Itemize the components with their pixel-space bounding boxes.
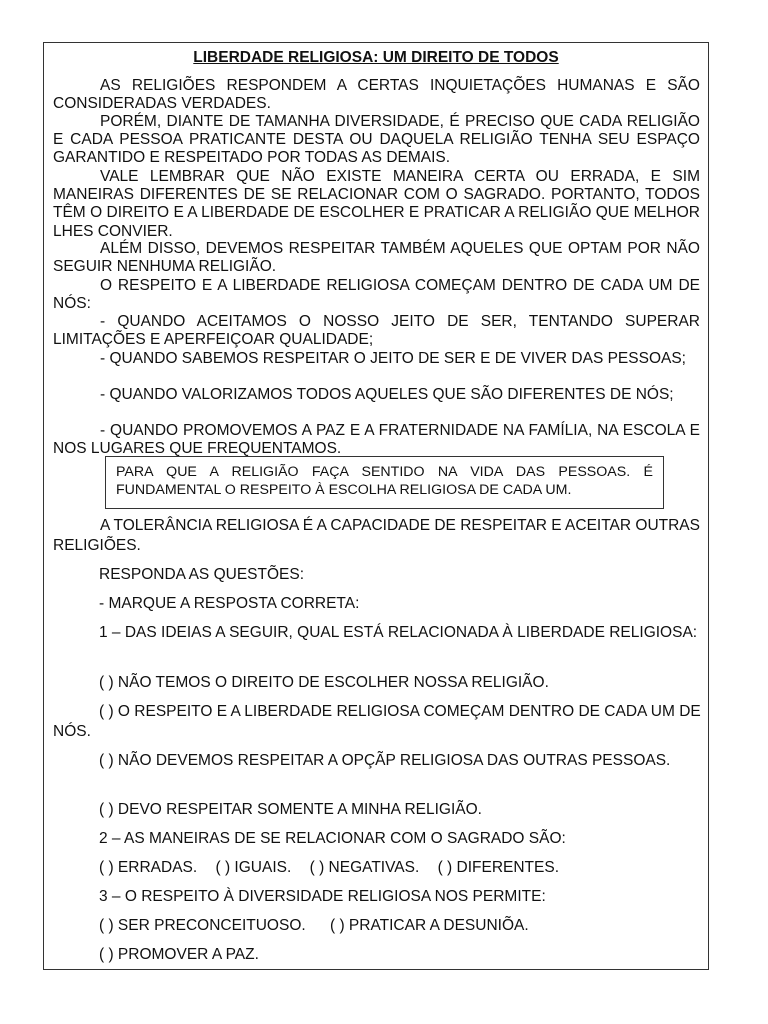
list-item-3: - QUANDO VALORIZAMOS TODOS AQUELES QUE SÃO DIFERENTES DE NÓS; <box>100 386 674 403</box>
paragraph-1: AS RELIGIÕES RESPONDEM A CERTAS INQUIETAÇÕES HUMANAS E SÃO CONSIDERADAS VERDADES. <box>53 77 700 113</box>
instructions: RESPONDA AS QUESTÕES: <box>99 566 305 583</box>
question-2: 2 – AS MANEIRAS DE SE RELACIONAR COM O SAGRADO SÃO: <box>99 830 566 847</box>
q1-option-3[interactable]: ( ) NÃO DEVEMOS RESPEITAR A OPÇÃP RELIGIOSA DAS OUTRAS PESSOAS. <box>99 752 671 769</box>
paragraph-5: O RESPEITO E A LIBERDADE RELIGIOSA COMEÇAM DENTRO DE CADA UM DE NÓS: <box>53 277 700 313</box>
paragraph-4: ALÉM DISSO, DEVEMOS RESPEITAR TAMBÉM AQUELES QUE OPTAM POR NÃO SEGUIR NENHUMA RELIGIÃO. <box>53 240 700 276</box>
q3-option-2[interactable]: ( ) PRATICAR A DESUNIÕA. <box>330 917 529 934</box>
paragraph-2: PORÉM, DIANTE DE TAMANHA DIVERSIDADE, É PRECISO QUE CADA RELIGIÃO E CADA PESSOA PRATICANTE DESTA OU DAQUELA RELIGIÃO TENHA SEU ESPAÇO GARANTIDO E RESPEITADO POR TODAS AS DEMAIS. <box>53 113 700 167</box>
q2-option-1[interactable]: ( ) ERRADAS. <box>99 859 198 876</box>
document-frame <box>43 42 709 970</box>
q3-options <box>99 916 749 936</box>
q1-option-4[interactable]: ( ) DEVO RESPEITAR SOMENTE A MINHA RELIGIÃO. <box>99 801 482 818</box>
paragraph-3: VALE LEMBRAR QUE NÃO EXISTE MANEIRA CERTA OU ERRADA, E SIM MANEIRAS DIFERENTES DE SE RELACIONAR COM O SAGRADO. PORTANTO, TODOS TÊM O DIREITO E A LIBERDADE DE ESCOLHER E PRATICAR A RELIGIÃO QUE MELHOR LHES CONVIER. <box>53 168 700 240</box>
q1-option-1[interactable]: ( ) NÃO TEMOS O DIREITO DE ESCOLHER NOSSA RELIGIÃO. <box>99 674 549 691</box>
list-item-2: - QUANDO SABEMOS RESPEITAR O JEITO DE SER E DE VIVER DAS PESSOAS; <box>100 350 686 367</box>
question-3: 3 – O RESPEITO À DIVERSIDADE RELIGIOSA NOS PERMITE: <box>99 888 546 905</box>
q2-option-4[interactable]: ( ) DIFERENTES. <box>437 859 560 876</box>
mark-label: - MARQUE A RESPOSTA CORRETA: <box>99 595 360 612</box>
list-item-4: - QUANDO PROMOVEMOS A PAZ E A FRATERNIDADE NA FAMÍLIA, NA ESCOLA E NOS LUGARES QUE FREQUENTAMOS. <box>53 422 700 458</box>
document-title: LIBERDADE RELIGIOSA: UM DIREITO DE TODOS <box>193 49 559 66</box>
q2-option-2[interactable]: ( ) IGUAIS. <box>215 859 292 876</box>
highlight-box: PARA QUE A RELIGIÃO FAÇA SENTIDO NA VIDA DAS PESSOAS. É FUNDAMENTAL O RESPEITO À ESCOLHA RELIGIOSA DE CADA UM. <box>105 456 664 509</box>
q3-option-1[interactable]: ( ) SER PRECONCEITUOSO. <box>99 917 306 934</box>
q3-option-3[interactable]: ( ) PROMOVER A PAZ. <box>99 946 259 963</box>
tolerance-text: A TOLERÂNCIA RELIGIOSA É A CAPACIDADE DE RESPEITAR E ACEITAR OUTRAS RELIGIÕES. <box>53 517 700 554</box>
question-1: 1 – DAS IDEIAS A SEGUIR, QUAL ESTÁ RELACIONADA À LIBERDADE RELIGIOSA: <box>99 624 698 641</box>
q1-option-2[interactable]: ( ) O RESPEITO E A LIBERDADE RELIGIOSA COMEÇAM DENTRO DE CADA UM DE NÓS. <box>53 703 701 740</box>
q2-options <box>99 858 749 878</box>
q2-option-3[interactable]: ( ) NEGATIVAS. <box>309 859 420 876</box>
list-item-1: - QUANDO ACEITAMOS O NOSSO JEITO DE SER, TENTANDO SUPERAR LIMITAÇÕES E APERFEIÇOAR QUALIDADE; <box>53 313 700 349</box>
